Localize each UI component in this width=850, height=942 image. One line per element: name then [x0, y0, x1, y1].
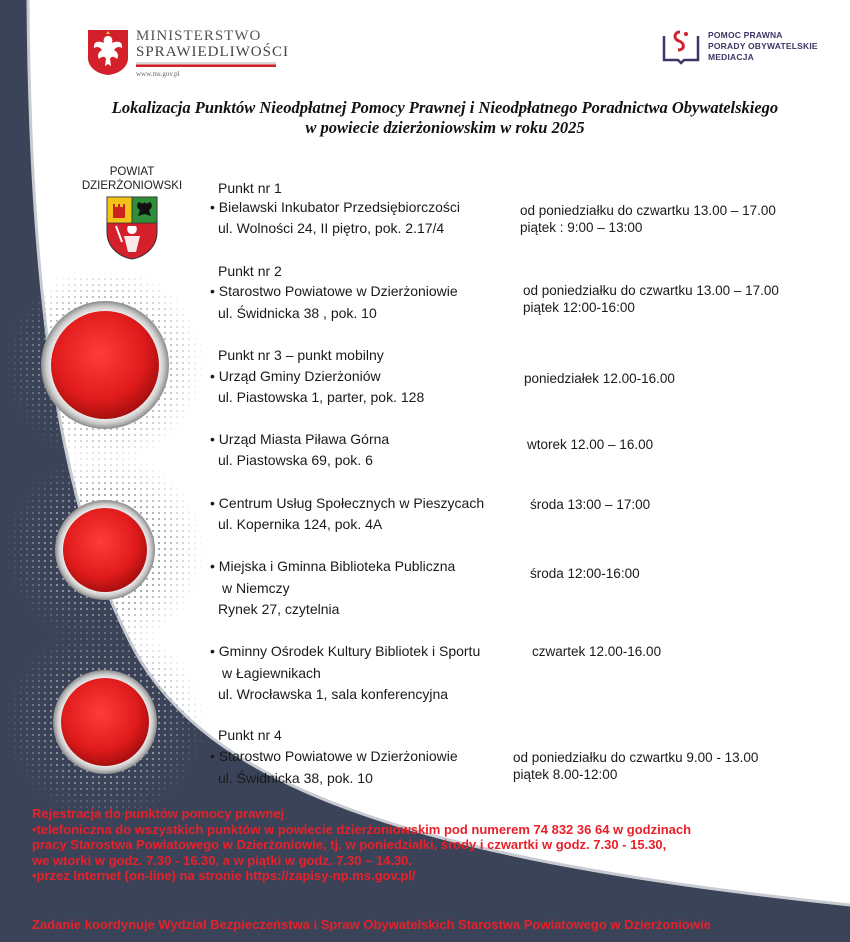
point-1-hours-friday: piątek : 9:00 – 13:00: [520, 220, 643, 235]
legal-aid-line1: POMOC PRAWNA: [708, 30, 783, 40]
registration-hours-line2: we wtorki w godz. 7.30 - 16.30, a w piątki w godz. 7.30 – 14.30.: [32, 852, 413, 868]
pieszyce-hours: środa 13:00 – 17:00: [530, 497, 651, 512]
point-2-address: ul. Świdnicka 38 , pok. 10: [218, 305, 377, 321]
lagiewniki-address: ul. Wrocławska 1, sala konferencyjna: [218, 686, 449, 702]
registration-phone-line: •telefoniczna do wszystkich punktów w powiecie dzierżoniowskim pod numerem 74 832 36 64 w godzinach: [32, 821, 692, 837]
ministry-name-line2: SPRAWIEDLIWOŚCI: [136, 44, 289, 60]
county-logo-line2: DZIERŻONIOWSKI: [81, 180, 183, 192]
title-line2: w powiecie dzierżoniowskim w roku 2025: [305, 118, 585, 137]
point-4-hours-friday: piątek 8.00-12:00: [513, 767, 618, 782]
pilawa-gorna-address: ul. Piastowska 69, pok. 6: [218, 452, 373, 468]
pilawa-gorna-institution: • Urząd Miasta Piława Górna: [210, 431, 390, 447]
registration-online-line: •przez Internet (on-line) na stronie https://zapisy-np.ms.gov.pl/: [32, 868, 416, 883]
point-4-heading: Punkt nr 4: [218, 727, 282, 743]
niemcza-institution: • Miejska i Gminna Biblioteka Publiczna: [210, 558, 456, 574]
registration-hours-line: pracy Starostwa Powiatowego w Dzierżoniowie, tj. w poniedziałki, środy i czwartki w godz. 7.30 - 15.30,: [32, 837, 667, 852]
point-2-hours-friday: piątek 12:00-16:00: [523, 300, 635, 315]
point-3-institution: • Urząd Gminy Dzierżoniów: [210, 368, 381, 384]
point-1-heading: Punkt nr 1: [218, 180, 282, 196]
county-logo-line1: POWIAT: [109, 166, 155, 178]
point-4-hours-weekdays: od poniedziałku do czwartku 9.00 - 13.00: [513, 750, 759, 765]
registration-heading: Rejestracja do punktów pomocy prawnej: [32, 806, 285, 821]
pieszyce-address: ul. Kopernika 124, pok. 4A: [218, 516, 383, 532]
point-4-address: ul. Świdnicka 38, pok. 10: [218, 770, 373, 786]
lagiewniki-hours: czwartek 12.00-16.00: [532, 644, 662, 659]
niemcza-address: Rynek 27, czytelnia: [218, 601, 340, 617]
registration-info: [32, 806, 832, 884]
point-2-hours-weekdays: od poniedziałku do czwartku 13.00 – 17.00: [523, 283, 779, 298]
ministry-name-line1: MINISTERSTWO: [136, 28, 262, 44]
lagiewniki-institution: • Gminny Ośrodek Kultury Bibliotek i Sportu: [210, 643, 481, 659]
point-3-hours: poniedziałek 12.00-16.00: [524, 371, 675, 386]
pieszyce-institution: • Centrum Usług Społecznych w Pieszycach: [210, 495, 485, 511]
point-1-institution: • Bielawski Inkubator Przedsiębiorczości: [210, 199, 461, 215]
ministry-url: www.ms.gov.pl: [136, 70, 180, 78]
legal-aid-line3: MEDIACJA: [708, 52, 754, 62]
niemcza-hours: środa 12:00-16:00: [530, 566, 640, 581]
lagiewniki-town: w Łagiewnikach: [222, 665, 321, 681]
point-3-address: ul. Piastowska 1, parter, pok. 128: [218, 389, 425, 405]
pilawa-gorna-hours: wtorek 12.00 – 16.00: [527, 437, 654, 452]
niemcza-town: w Niemczy: [222, 580, 290, 596]
point-4-institution: • Starostwo Powiatowe w Dzierżoniowie: [210, 748, 458, 764]
point-2-heading: Punkt nr 2: [218, 263, 282, 279]
point-1-hours-weekdays: od poniedziałku do czwartku 13.00 – 17.00: [520, 203, 776, 218]
point-3-heading: Punkt nr 3 – punkt mobilny: [218, 347, 384, 363]
legal-aid-line2: PORADY OBYWATELSKIE: [708, 41, 818, 51]
title-line1: Lokalizacja Punktów Nieodpłatnej Pomocy Prawnej i Nieodpłatnego Poradnictwa Obywatelskiego: [111, 98, 779, 117]
coordinator-note: Zadanie koordynuje Wydział Bezpieczeństwa i Spraw Obywatelskich Starostwa Powiatowego w Dzierżoniowie: [32, 917, 711, 932]
point-2-institution: • Starostwo Powiatowe w Dzierżoniowie: [210, 283, 458, 299]
point-1-address: ul. Wolności 24, II piętro, pok. 2.17/4: [218, 220, 445, 236]
